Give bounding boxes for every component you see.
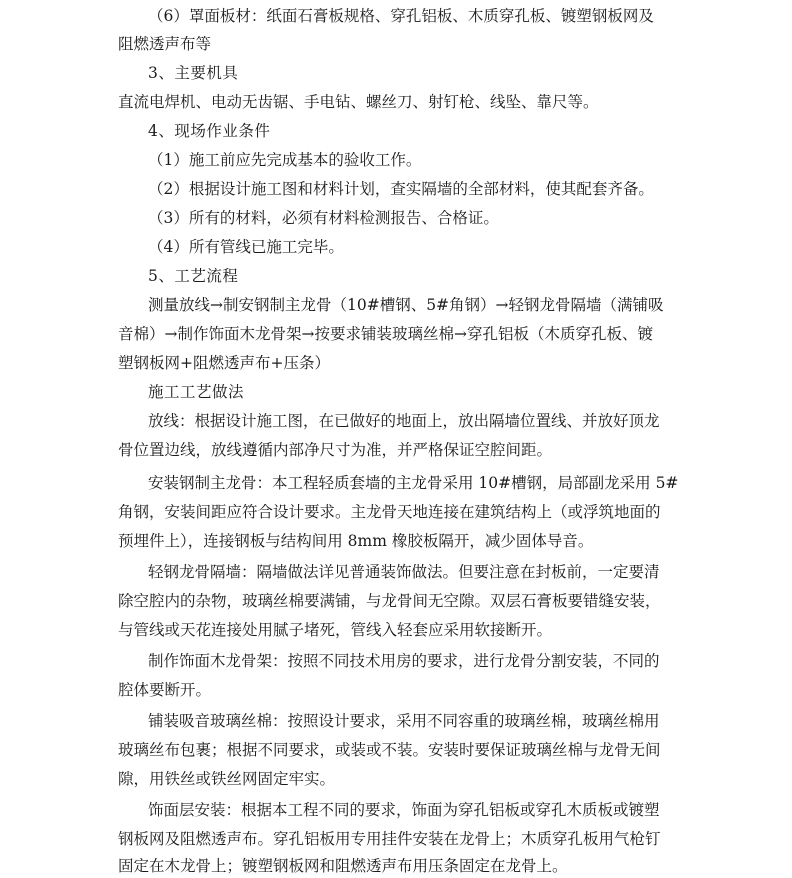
paragraph-wood-keel-line-2: 腔体要断开。	[118, 681, 212, 699]
condition-item-2: （2）根据设计施工图和材料计划，查实隔墙的全部材料，使其配套齐备。	[148, 180, 654, 198]
tools-list: 直流电焊机、电动无齿锯、手电钻、螺丝刀、射钉枪、线坠、靠尺等。	[118, 93, 599, 111]
paragraph-main-keel-line-2: 角钢，安装间距应符合设计要求。主龙骨天地连接在建筑结构上（或浮筑地面的	[118, 503, 661, 521]
paragraph-glass-wool-line-2: 玻璃丝布包裹；根据不同要求，或装或不装。安装时要保证玻璃丝棉与龙骨无间	[118, 741, 661, 759]
paragraph-glass-wool-line-1: 铺装吸音玻璃丝棉：按照设计要求，采用不同容重的玻璃丝棉，玻璃丝棉用	[148, 712, 660, 730]
paragraph-layout-line-2: 骨位置边线，放线遵循内部净尺寸为准，并严格保证空腔间距。	[118, 441, 553, 459]
paragraph-wood-keel-line-1: 制作饰面木龙骨架：按照不同技术用房的要求，进行龙骨分割安装，不同的	[148, 652, 660, 670]
paragraph-main-keel-line-1: 安装钢制主龙骨：本工程轻质套墙的主龙骨采用 10#槽钢，局部副龙采用 5#	[148, 474, 679, 492]
material-item-6-line-1: （6）罩面板材：纸面石膏板规格、穿孔铝板、木质穿孔板、镀塑钢板网及	[148, 7, 654, 25]
material-item-6-line-2: 阻燃透声布等	[118, 35, 212, 53]
condition-item-1: （1）施工前应先完成基本的验收工作。	[148, 151, 422, 169]
paragraph-finish-line-2: 钢板网及阻燃透声布。穿孔铝板用专用挂件安装在龙骨上；木质穿孔板用气枪钉	[118, 830, 661, 848]
section-heading-process-flow: 5、工艺流程	[148, 267, 239, 285]
paragraph-light-steel-line-1: 轻钢龙骨隔墙：隔墙做法详见普通装饰做法。但要注意在封板前，一定要清	[148, 563, 660, 581]
process-flow-line-2: 音棉）→制作饰面木龙骨架→按要求铺装玻璃丝棉→穿孔铝板（木质穿孔板、镀	[118, 325, 653, 343]
condition-item-4: （4）所有管线已施工完毕。	[148, 238, 344, 256]
paragraph-main-keel-line-3: 预埋件上），连接钢板与结构间用 8mm 橡胶板隔开，减少固体导音。	[118, 532, 594, 550]
paragraph-finish-line-3: 固定在木龙骨上；镀塑钢板网和阻燃透声布用压条固定在龙骨上。	[118, 857, 568, 875]
paragraph-finish-line-1: 饰面层安装：根据本工程不同的要求，饰面为穿孔铝板或穿孔木质板或镀塑	[148, 801, 660, 819]
condition-item-3: （3）所有的材料，必须有材料检测报告、合格证。	[148, 209, 499, 227]
section-heading-tools: 3、主要机具	[148, 64, 239, 82]
paragraph-light-steel-line-2: 除空腔内的杂物，玻璃丝棉要满铺，与龙骨间无空隙。双层石膏板要错缝安装，	[118, 592, 661, 610]
paragraph-glass-wool-line-3: 隙，用铁丝或铁丝网固定牢实。	[118, 770, 336, 788]
section-heading-construction-method: 施工工艺做法	[148, 383, 245, 401]
paragraph-layout-line-1: 放线：根据设计施工图，在已做好的地面上，放出隔墙位置线、并放好顶龙	[148, 412, 660, 430]
paragraph-light-steel-line-3: 与管线或天花连接处用腻子堵死，管线入轻套应采用软接断开。	[118, 621, 553, 639]
process-flow-line-3: 塑钢板网+阻燃透声布+压条）	[118, 354, 330, 372]
process-flow-line-1: 测量放线→制安钢制主龙骨（10#槽钢、5#角钢）→轻钢龙骨隔墙（满铺吸	[148, 296, 664, 314]
section-heading-site-conditions: 4、现场作业条件	[148, 122, 271, 140]
